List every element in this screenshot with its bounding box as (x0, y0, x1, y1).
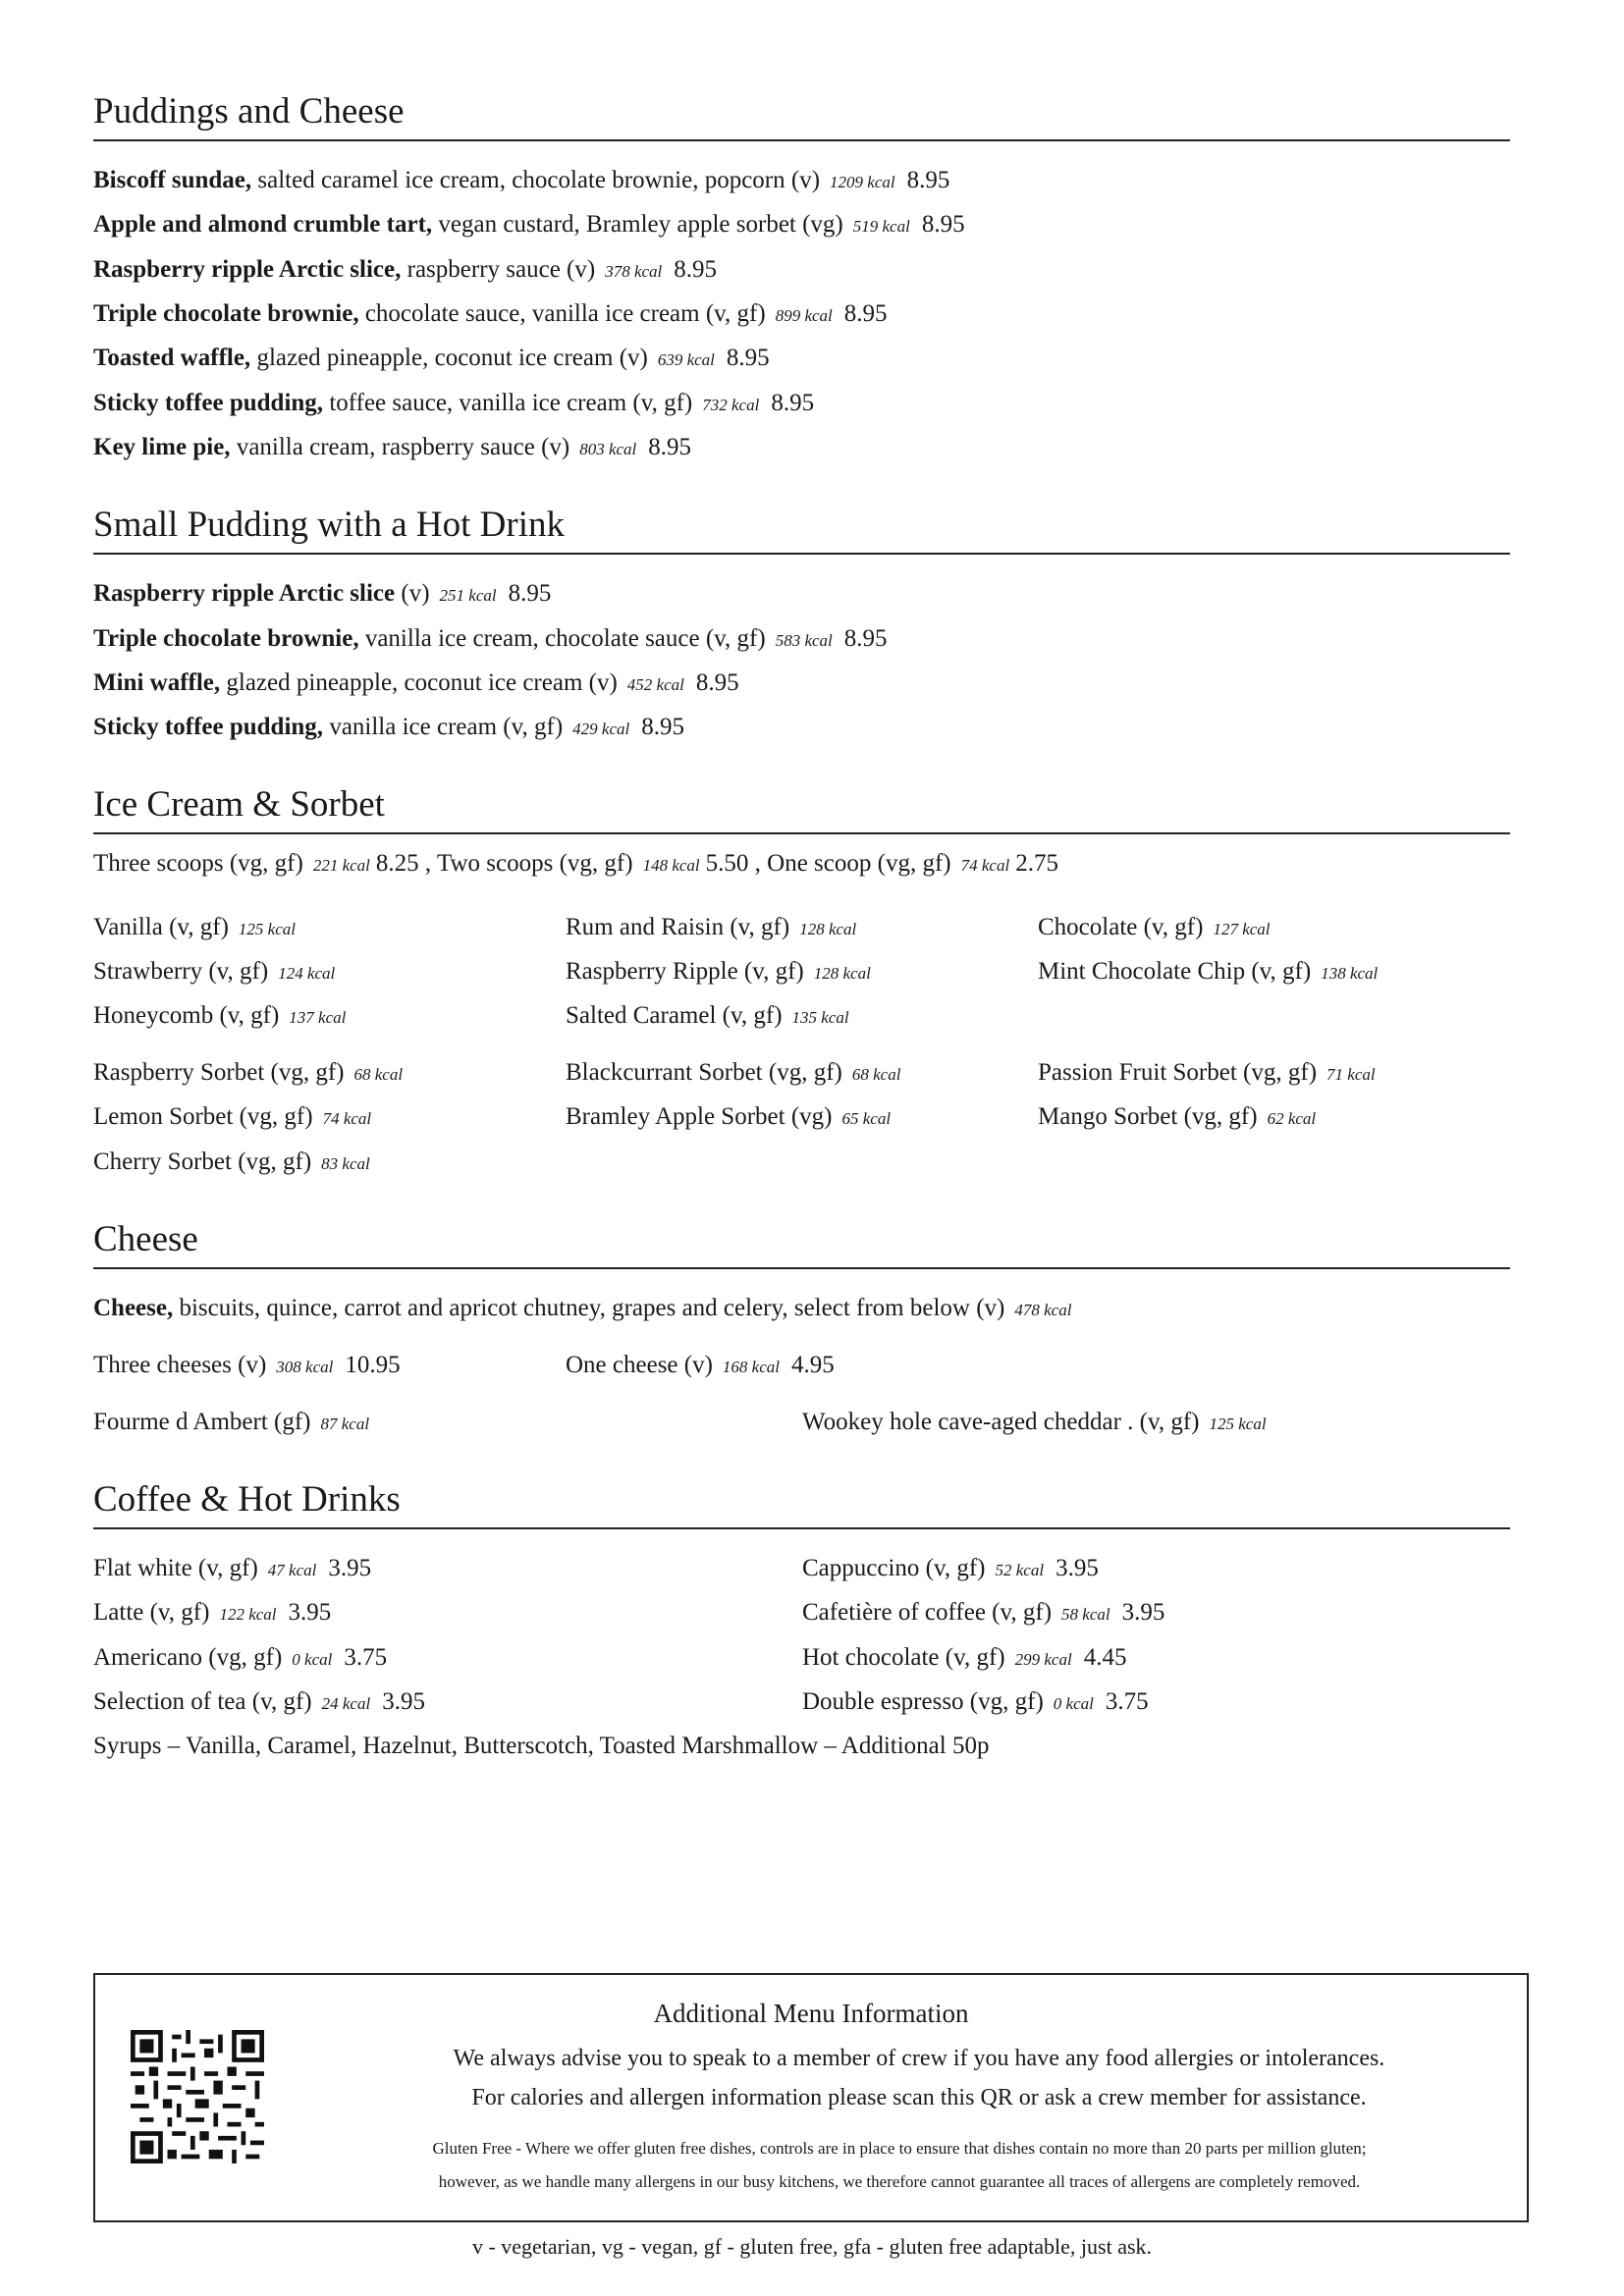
drink-price: 3.95 (1056, 1555, 1099, 1581)
item-desc: vanilla ice cream (v, gf) (323, 714, 564, 740)
flavour-item (93, 913, 301, 944)
item-kcal: 378 kcal (605, 262, 663, 281)
additional-info-box (93, 1973, 1529, 2222)
flavour-kcal: 135 kcal (791, 1008, 849, 1027)
drink-label: Selection of tea (v, gf) (93, 1688, 312, 1715)
section-title: Small Pudding with a Hot Drink (93, 506, 1510, 555)
cheese-label: Wookey hole cave-aged cheddar . (v, gf) (802, 1409, 1200, 1435)
scoop-kcal: 74 kcal (960, 856, 1010, 875)
item-price: 8.95 (726, 345, 770, 371)
scoop-price: 2.75 (1015, 850, 1058, 877)
drink-item (802, 1643, 1126, 1675)
sorbet-label: Bramley Apple Sorbet (vg) (566, 1103, 833, 1130)
item-name: Sticky toffee pudding, (93, 390, 324, 416)
cheese-type (93, 1408, 375, 1439)
menu-item (93, 1294, 1077, 1325)
option-price: 4.95 (791, 1352, 835, 1378)
menu-item (93, 713, 684, 744)
info-gluten-free-2: however, as we handle many allergens in our busy kitchens, we therefore cannot guarantee all traces of allergens are completely removed. (438, 2172, 1361, 2191)
scoop-label: One scoop (vg, gf) (767, 850, 951, 877)
drink-kcal: 299 kcal (1014, 1650, 1072, 1669)
cheese-kcal: 87 kcal (320, 1415, 370, 1433)
item-price: 8.95 (641, 714, 684, 740)
drink-label: Flat white (v, gf) (93, 1555, 258, 1581)
drink-kcal: 0 kcal (1053, 1694, 1094, 1713)
menu-item (93, 668, 739, 700)
sorbet-label: Blackcurrant Sorbet (vg, gf) (566, 1059, 842, 1086)
drink-item (93, 1687, 425, 1719)
drink-price: 4.45 (1083, 1644, 1127, 1671)
flavour-kcal: 137 kcal (289, 1008, 347, 1027)
item-price: 8.95 (921, 211, 965, 238)
syrups-note: Syrups – Vanilla, Caramel, Hazelnut, Butterscotch, Toasted Marshmallow – Additional 50p (93, 1733, 990, 1759)
section-title: Coffee & Hot Drinks (93, 1480, 1510, 1529)
cheese-option (566, 1351, 835, 1382)
sorbet-label: Raspberry Sorbet (vg, gf) (93, 1059, 345, 1086)
drink-label: Latte (v, gf) (93, 1599, 210, 1626)
flavour-kcal: 125 kcal (238, 920, 296, 938)
info-qr-instructions: For calories and allergen information please scan this QR or ask a crew member for assistance. (471, 2085, 1367, 2110)
scoop-separator: , (748, 850, 761, 877)
sorbet-kcal: 74 kcal (322, 1109, 372, 1128)
cheese-type (802, 1408, 1272, 1439)
drink-kcal: 47 kcal (267, 1561, 317, 1579)
option-kcal: 168 kcal (722, 1358, 780, 1376)
scoop-kcal: 221 kcal (312, 856, 370, 875)
sorbet-label: Mango Sorbet (vg, gf) (1038, 1103, 1258, 1130)
flavour-label: Raspberry Ripple (v, gf) (566, 958, 804, 985)
menu-item (93, 210, 965, 241)
item-desc: chocolate sauce, vanilla ice cream (v, gf) (358, 300, 766, 327)
item-kcal: 519 kcal (852, 217, 910, 236)
item-name: Biscoff sundae, (93, 167, 252, 193)
drink-item (93, 1598, 331, 1629)
drink-kcal: 122 kcal (219, 1605, 277, 1624)
cheese-label: Fourme d Ambert (gf) (93, 1409, 311, 1435)
flavour-item (93, 1001, 352, 1033)
item-desc: glazed pineapple, coconut ice cream (v) (250, 345, 648, 371)
item-desc: vegan custard, Bramley apple sorbet (vg) (432, 211, 843, 238)
drink-label: Cappuccino (v, gf) (802, 1555, 986, 1581)
item-price: 8.95 (906, 167, 950, 193)
item-price: 8.95 (674, 256, 718, 283)
item-price: 8.95 (648, 434, 692, 460)
sorbet-label: Lemon Sorbet (vg, gf) (93, 1103, 313, 1130)
section-small-pudding (93, 506, 1510, 555)
item-kcal: 639 kcal (657, 350, 715, 369)
menu-item (93, 255, 717, 287)
flavour-kcal: 128 kcal (813, 964, 871, 983)
drink-label: Cafetière of coffee (v, gf) (802, 1599, 1053, 1626)
sorbet-kcal: 68 kcal (851, 1065, 901, 1084)
sorbet-kcal: 83 kcal (321, 1154, 370, 1173)
section-coffee (93, 1480, 1510, 1529)
item-name: Sticky toffee pudding, (93, 714, 324, 740)
sorbet-item (1038, 1058, 1381, 1090)
item-name: Triple chocolate brownie, (93, 625, 359, 652)
drink-kcal: 0 kcal (292, 1650, 333, 1669)
sorbet-item (93, 1058, 408, 1090)
flavour-item (566, 1001, 855, 1033)
flavour-label: Salted Caramel (v, gf) (566, 1002, 783, 1029)
sorbet-item (93, 1102, 377, 1134)
item-desc: biscuits, quince, carrot and apricot chutney, grapes and celery, select from below (v) (173, 1295, 1005, 1321)
sorbet-label: Cherry Sorbet (vg, gf) (93, 1148, 312, 1175)
item-kcal: 583 kcal (775, 631, 833, 650)
item-price: 8.95 (695, 669, 739, 696)
scoop-options (93, 849, 1058, 881)
scoop-price: 8.25 (375, 850, 419, 877)
drink-label: Double espresso (vg, gf) (802, 1688, 1044, 1715)
drink-item (802, 1598, 1164, 1629)
item-price: 8.95 (508, 580, 552, 607)
sorbet-kcal: 68 kcal (353, 1065, 404, 1084)
flavour-label: Rum and Raisin (v, gf) (566, 914, 790, 940)
drink-item (802, 1554, 1099, 1585)
sorbet-kcal: 62 kcal (1267, 1109, 1317, 1128)
scoop-kcal: 148 kcal (642, 856, 700, 875)
drink-kcal: 58 kcal (1061, 1605, 1110, 1624)
sorbet-item (93, 1148, 376, 1179)
item-desc: glazed pineapple, coconut ice cream (v) (220, 669, 618, 696)
item-kcal: 452 kcal (626, 675, 684, 694)
item-desc: vanilla cream, raspberry sauce (v) (230, 434, 570, 460)
sorbet-item (1038, 1102, 1322, 1134)
flavour-item (566, 913, 862, 944)
item-kcal: 732 kcal (702, 396, 760, 414)
menu-item (93, 389, 814, 420)
menu-item (93, 624, 888, 656)
menu-item (93, 299, 888, 331)
flavour-item (1038, 957, 1383, 988)
cheese-option (93, 1351, 401, 1382)
item-name: Key lime pie, (93, 434, 231, 460)
item-name: Cheese, (93, 1295, 174, 1321)
scoop-price: 5.50 (705, 850, 749, 877)
item-name: Apple and almond crumble tart, (93, 211, 433, 238)
item-kcal: 429 kcal (572, 720, 630, 738)
drink-price: 3.75 (1105, 1688, 1149, 1715)
cheese-kcal: 125 kcal (1209, 1415, 1267, 1433)
item-kcal: 899 kcal (775, 306, 833, 325)
sorbet-label: Passion Fruit Sorbet (vg, gf) (1038, 1059, 1318, 1086)
section-title: Cheese (93, 1220, 1510, 1269)
item-kcal: 251 kcal (439, 586, 497, 605)
item-desc: raspberry sauce (v) (401, 256, 596, 283)
menu-item (93, 344, 770, 375)
section-ice-cream (93, 785, 1510, 834)
drink-kcal: 24 kcal (321, 1694, 371, 1713)
section-puddings (93, 92, 1510, 141)
section-title: Ice Cream & Sorbet (93, 785, 1510, 834)
option-label: Three cheeses (v) (93, 1352, 267, 1378)
info-gluten-free-1: Gluten Free - Where we offer gluten free dishes, controls are in place to ensure that dishes contain no more than 20 parts per million gluten; (432, 2139, 1367, 2158)
drink-price: 3.75 (344, 1644, 388, 1671)
item-desc: (v) (395, 580, 430, 607)
info-title: Additional Menu Information (653, 1999, 969, 2028)
menu-item (93, 433, 691, 464)
menu-item (93, 166, 949, 197)
item-kcal: 1209 kcal (830, 173, 895, 191)
section-cheese (93, 1220, 1510, 1269)
item-name: Toasted waffle, (93, 345, 251, 371)
drink-label: Americano (vg, gf) (93, 1644, 283, 1671)
scoop-label: Three scoops (vg, gf) (93, 850, 303, 877)
drink-item (93, 1554, 371, 1585)
scoop-separator: , (418, 850, 432, 877)
flavour-label: Strawberry (v, gf) (93, 958, 269, 985)
option-price: 10.95 (345, 1352, 401, 1378)
flavour-label: Vanilla (v, gf) (93, 914, 229, 940)
flavour-label: Chocolate (v, gf) (1038, 914, 1204, 940)
flavour-kcal: 138 kcal (1321, 964, 1379, 983)
sorbet-item (566, 1102, 896, 1134)
flavour-kcal: 124 kcal (278, 964, 336, 983)
drink-item (802, 1687, 1149, 1719)
item-kcal: 478 kcal (1014, 1301, 1072, 1319)
drink-price: 3.95 (382, 1688, 425, 1715)
section-title: Puddings and Cheese (93, 92, 1510, 141)
sorbet-kcal: 65 kcal (841, 1109, 892, 1128)
sorbet-item (566, 1058, 906, 1090)
drink-kcal: 52 kcal (995, 1561, 1045, 1579)
item-desc: salted caramel ice cream, chocolate brownie, popcorn (v) (251, 167, 821, 193)
flavour-item (566, 957, 877, 988)
flavour-kcal: 127 kcal (1213, 920, 1271, 938)
drink-price: 3.95 (328, 1555, 372, 1581)
flavour-kcal: 128 kcal (799, 920, 857, 938)
item-name: Raspberry ripple Arctic slice, (93, 256, 402, 283)
item-price: 8.95 (843, 300, 888, 327)
option-label: One cheese (v) (566, 1352, 713, 1378)
item-price: 8.95 (771, 390, 815, 416)
item-name: Raspberry ripple Arctic slice (93, 580, 396, 607)
flavour-item (1038, 913, 1276, 944)
item-name: Mini waffle, (93, 669, 221, 696)
info-allergy-advice: We always advise you to speak to a member of crew if you have any food allergies or intolerances. (453, 2046, 1385, 2071)
sorbet-kcal: 71 kcal (1326, 1065, 1376, 1084)
flavour-item (93, 957, 341, 988)
flavour-label: Honeycomb (v, gf) (93, 1002, 280, 1029)
item-price: 8.95 (843, 625, 888, 652)
drink-price: 3.95 (288, 1599, 332, 1626)
item-desc: vanilla ice cream, chocolate sauce (v, gf) (358, 625, 766, 652)
dietary-legend: v - vegetarian, vg - vegan, gf - gluten free, gfa - gluten free adaptable, just ask. (471, 2234, 1153, 2259)
item-desc: toffee sauce, vanilla ice cream (v, gf) (323, 390, 693, 416)
flavour-label: Mint Chocolate Chip (v, gf) (1038, 958, 1312, 985)
menu-item (93, 579, 551, 611)
item-kcal: 803 kcal (579, 440, 637, 458)
item-name: Triple chocolate brownie, (93, 300, 359, 327)
qr-code-icon[interactable] (131, 2030, 264, 2163)
drink-label: Hot chocolate (v, gf) (802, 1644, 1005, 1671)
scoop-label: Two scoops (vg, gf) (436, 850, 633, 877)
drink-price: 3.95 (1121, 1599, 1165, 1626)
drink-item (93, 1643, 387, 1675)
option-kcal: 308 kcal (276, 1358, 334, 1376)
